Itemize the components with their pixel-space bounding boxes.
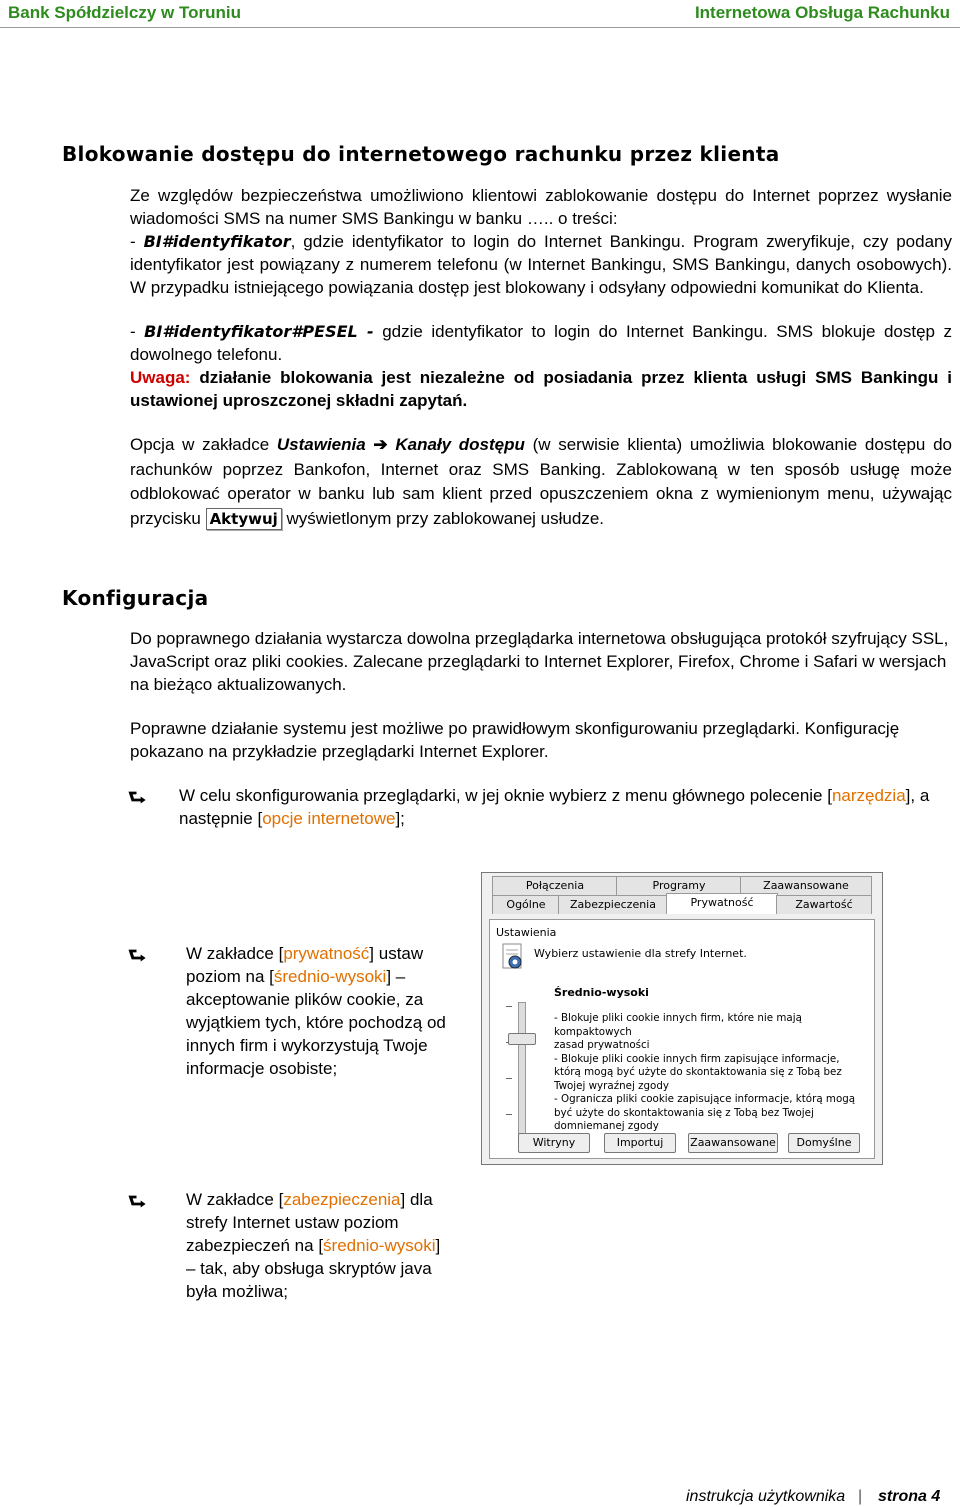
bullet-security — [186, 1188, 451, 1303]
tab-general[interactable]: Ogólne — [492, 895, 560, 914]
privacy-line: zasad prywatności — [554, 1039, 650, 1051]
arrow-icon: ➔ — [373, 435, 388, 454]
bullet-arrow-icon: ⮑ — [128, 945, 146, 967]
option-1-text: , gdzie identyfikator to login do Internet Bankingu. Program zweryfikuje, czy podany identyfikator jest powiązany z numerem telefonu (w Internet Bankingu, SMS Bankingu, danych osobowych). W przypadku istniejącego powiązania dostęp jest blokowany i odsyłany odpowiedni komunikat do Klienta. — [130, 232, 952, 297]
footer-page-number: strona 4 — [878, 1488, 941, 1505]
privacy-slider-track[interactable] — [518, 1002, 526, 1144]
slider-tick — [506, 1078, 512, 1079]
channels-tab-name: Kanały dostępu — [395, 435, 525, 454]
para-ie-config: Poprawne działanie systemu jest możliwe po prawidłowym skonfigurowaniu przeglądarki. Konfigurację pokazano na przykładzie przeglądarki Internet Explorer. — [130, 719, 900, 761]
footer-doc-name: instrukcja użytkownika — [686, 1488, 846, 1505]
section-title-config: Konfiguracja — [62, 586, 209, 610]
option-2-code: BI#identyfikator#PESEL - — [144, 322, 374, 341]
privacy-line: którą mogą być użyte do skontaktowania się z Tobą bez — [554, 1066, 842, 1078]
tab-privacy-ref: prywatność — [283, 944, 370, 963]
header-bank-name: Bank Spółdzielczy w Toruniu — [8, 3, 241, 22]
header-doc-title: Internetowa Obsługa Rachunku — [694, 3, 950, 22]
sites-button[interactable]: Witryny — [518, 1133, 590, 1153]
bullet-1-text-b: ], a następnie [ — [179, 786, 930, 828]
privacy-icon — [500, 942, 526, 972]
bullet-tools-menu — [179, 784, 939, 830]
footer-separator: | — [858, 1488, 863, 1505]
tab-privacy[interactable]: Prywatność — [666, 893, 778, 914]
para-intro: Ze względów bezpieczeństwa umożliwiono klientowi zablokowanie dostępu do Internet poprzez wysłanie wiadomości SMS na numer SMS Bankingu w banku ….. o treści: — [130, 186, 952, 228]
settings-tab-name: Ustawienia — [276, 435, 366, 454]
para-channels-text-a: Opcja w zakładce — [130, 435, 277, 454]
privacy-line: - Blokuje pliki cookie innych firm zapisujące informacje, — [554, 1052, 840, 1065]
bullet-2-text-c: ] – akceptowanie plików cookie, za wyjątkiem tych, które pochodzą od innych firm i wykorzystują Twoje informacje osobiste; — [186, 967, 446, 1078]
option-2-text: gdzie identyfikator to login do Internet Bankingu. SMS blokuje dostęp z dowolnego telefonu. — [130, 322, 953, 364]
bullet-privacy — [186, 942, 466, 1080]
bullet-1-text-a: W celu skonfigurowania przeglądarki, w jej oknie wybierz z menu głównego polecenie [ — [179, 786, 832, 805]
tab-advanced[interactable]: Zaawansowane — [740, 876, 872, 895]
import-button[interactable]: Importuj — [604, 1133, 676, 1153]
settings-group-label: Ustawienia — [496, 926, 557, 939]
tab-connections[interactable]: Połączenia — [492, 876, 618, 895]
internet-options-dialog — [481, 872, 883, 1165]
bullet-3-text-a: W zakładce [ — [186, 1190, 284, 1209]
activate-button: Aktywuj — [206, 508, 282, 530]
level-ref: średnio-wysoki — [273, 967, 387, 986]
privacy-level-name: Średnio-wysoki — [554, 986, 649, 999]
tab-programs[interactable]: Programy — [616, 876, 742, 895]
option-2-dash: - — [130, 322, 145, 341]
privacy-line: - Blokuje pliki cookie innych firm, które nie mają kompaktowych — [554, 1012, 802, 1038]
bullet-2-text-a: W zakładce [ — [186, 944, 284, 963]
tab-security-ref: zabezpieczenia — [283, 1190, 401, 1209]
para-channels-text-c: wyświetlonym przy zablokowanej usłudze. — [281, 508, 604, 528]
privacy-level-description — [554, 1012, 870, 1134]
slider-tick — [506, 1006, 512, 1007]
bullet-1-text-c: ]; — [395, 809, 405, 828]
advanced-button[interactable]: Zaawansowane — [688, 1133, 778, 1153]
note-uwaga — [130, 366, 952, 412]
privacy-slider-thumb[interactable] — [508, 1033, 536, 1045]
option-1-code: BI#identyfikator — [143, 232, 291, 251]
option-1-dash: - — [130, 232, 144, 251]
privacy-line: być użyte do skontaktowania się z Tobą bez Twojej — [554, 1106, 814, 1119]
tab-content[interactable]: Zawartość — [776, 895, 872, 914]
option-2 — [130, 320, 952, 366]
level-ref: średnio-wysoki — [323, 1236, 436, 1255]
default-button[interactable]: Domyślne — [788, 1133, 860, 1153]
menu-internet-options: opcje internetowe — [262, 809, 396, 828]
bullet-2-text-b: ] ustaw poziom na [ — [186, 944, 424, 986]
privacy-line: - Ogranicza pliki cookie zapisujące informacje, którą mogą — [554, 1093, 856, 1105]
menu-tools: narzędzia — [831, 786, 906, 805]
slider-tick — [506, 1114, 512, 1115]
note-label: Uwaga: — [130, 368, 191, 387]
page-header — [0, 0, 960, 28]
privacy-instruction: Wybierz ustawienie dla strefy Internet. — [534, 947, 747, 960]
bullet-arrow-icon: ⮑ — [128, 787, 146, 809]
bullet-arrow-icon: ⮑ — [128, 1191, 146, 1213]
privacy-line: Twojej wyraźnej zgody — [554, 1079, 669, 1092]
tab-security[interactable]: Zabezpieczenia — [558, 895, 668, 914]
para-channels — [130, 433, 952, 531]
option-1 — [130, 230, 952, 299]
privacy-line: domniemanej zgody — [554, 1120, 659, 1132]
para-requirements: Do poprawnego działania wystarcza dowolna przeglądarka internetowa obsługująca protokół szyfrujący SSL, JavaScript oraz pliki cookies. Zalecane przeglądarki to Internet Explorer, Firefox, Chrome i Safari w wersjach na bieżąco aktualizowanych. — [130, 629, 949, 694]
note-text: działanie blokowania jest niezależne od posiadania przez klienta usługi SMS Bankingu i ustawionej uproszczonej składni zapytań. — [130, 368, 952, 410]
para-channels-text-b: (w serwisie klienta) umożliwia blokowanie dostępu do rachunków poprzez Bankofon, Internet oraz SMS Banking. Zablokowaną w ten sposób usługę może odblokować operator w banku lub sam klient przed opuszczeniem okna z wymienionym menu, używając przycisku — [130, 435, 952, 528]
privacy-panel — [489, 919, 875, 1159]
bullet-3-text-c: ] – tak, aby obsługa skryptów java była możliwa; — [186, 1236, 441, 1301]
section-title-blocking: Blokowanie dostępu do internetowego rachunku przez klienta — [62, 142, 780, 166]
bullet-3-text-b: ] dla strefy Internet ustaw poziom zabezpieczeń na [ — [186, 1190, 433, 1255]
